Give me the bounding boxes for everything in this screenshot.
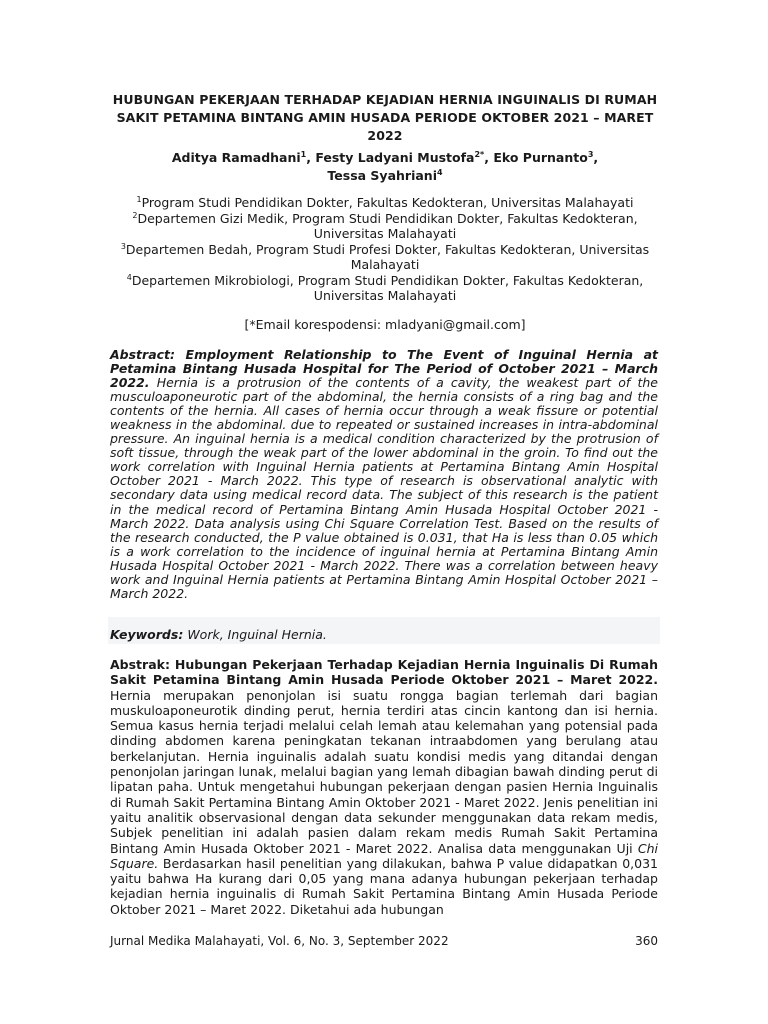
- english-abstract-heading: Abstract: Employment Relationship to The Event of Inguinal Hernia at Petamina Bintang Husada Hospital for The Period of October 2021 – March 2022.: [110, 347, 658, 391]
- author-separator: ,: [593, 150, 599, 165]
- author-affiliation-marker: 1: [300, 149, 307, 159]
- article-title: HUBUNGAN PEKERJAAN TERHADAP KEJADIAN HERNIA INGUINALIS DI RUMAH SAKIT PETAMINA BINTANG AMIN HUSADA PERIODE OKTOBER 2021 – MARET 2022: [112, 92, 658, 143]
- affiliation-marker: 4: [126, 272, 132, 282]
- author-separator: ,: [306, 150, 316, 165]
- affiliation-item: [110, 195, 660, 211]
- author-affiliation-marker: 4: [437, 167, 443, 177]
- footer-page-number: 360: [635, 934, 658, 948]
- author-affiliation-marker: 3: [587, 149, 594, 159]
- keywords-label: Keywords:: [110, 627, 184, 642]
- keywords-text: Work, Inguinal Hernia.: [187, 627, 327, 642]
- author-name: Tessa Syahriani: [327, 168, 437, 183]
- affiliation-item: [110, 273, 660, 304]
- affiliation-text: Departemen Mikrobiologi, Program Studi Pendidikan Dokter, Fakultas Kedokteran, Universitas Malahayati: [131, 272, 644, 303]
- keywords-line: [110, 627, 658, 643]
- chi-square-term: Chi Square.: [110, 840, 658, 871]
- footer-journal-citation: Jurnal Medika Malahayati, Vol. 6, No. 3, September 2022: [110, 934, 449, 948]
- author-name: Aditya Ramadhani: [171, 150, 301, 165]
- indonesian-abstract-body-continued: Berdasarkan hasil penelitian yang dilakukan, bahwa P value didapatkan 0,031 yaitu bahwa Ha kurang dari 0,05 yang mana adanya hubungan pekerjaan terhadap kejadian hernia inguinalis di Rumah Sakit Pertamina Bintang Amin Husada Periode Oktober 2021 – Maret 2022. Diketahui ada hubungan: [110, 855, 658, 917]
- indonesian-abstract-body: Hernia merupakan penonjolan isi suatu rongga bagian terlemah dari bagian muskuloaponeurotik dinding perut, hernia terdiri atas cincin kantong dan isi hernia. Semua kasus hernia terjadi melalui celah lemah atau kelemahan yang potensial pada dinding abdomen karena peningkatan tekanan intraabdomen yang berulang atau berkelanjutan. Hernia inguinalis adalah suatu kondisi medis yang ditandai dengan penonjolan jaringan lunak, melalui bagian yang lemah dibagian bawah dinding perut di lipatan paha. Untuk mengetahui hubungan pekerjaan dengan pasien Hernia Inguinalis di Rumah Sakit Pertamina Bintang Amin Oktober 2021 - Maret 2022. Jenis penelitian ini yaitu analitik observasional dengan data sekunder menggunakan data rekam medis, Subjek penelitian ini adalah pasien dalam rekam medis Rumah Sakit Pertamina Bintang Amin Husada Oktober 2021 - Maret 2022. Analisa data menggunakan Uji: [110, 687, 658, 856]
- affiliation-text: Departemen Gizi Medik, Program Studi Pendidikan Dokter, Fakultas Kedokteran, Universitas Malahayati: [137, 210, 638, 241]
- indonesian-abstract-heading: Abstrak: Hubungan Pekerjaan Terhadap Kejadian Hernia Inguinalis Di Rumah Sakit Petamina Bintang Amin Husada Periode Oktober 2021 – Maret 2022.: [110, 657, 658, 688]
- affiliation-item: [110, 242, 660, 273]
- affiliation-list: [110, 195, 660, 304]
- indonesian-abstract: [110, 657, 658, 917]
- author-name: Festy Ladyani Mustofa: [315, 150, 475, 165]
- english-abstract: [110, 348, 658, 601]
- author-separator: ,: [484, 150, 494, 165]
- affiliation-text: Departemen Bedah, Program Studi Profesi Dokter, Fakultas Kedokteran, Universitas Malahayati: [125, 241, 650, 272]
- correspondence-email: [*Email korespodensi: mladyani@gmail.com]: [244, 317, 526, 332]
- affiliation-marker: 2: [132, 210, 138, 220]
- affiliation-text: Program Studi Pendidikan Dokter, Fakultas Kedokteran, Universitas Malahayati: [141, 195, 634, 210]
- affiliation-marker: 1: [136, 194, 142, 204]
- author-name: Eko Purnanto: [493, 150, 588, 165]
- affiliation-marker: 3: [120, 241, 126, 251]
- author-affiliation-marker: 2*: [474, 149, 485, 159]
- english-abstract-body: Hernia is a protrusion of the contents of a cavity, the weakest part of the musculoaponeurotic part of the abdominal, the hernia consists of a ring bag and the contents of the hernia. All cases of hernia occur through a weak fissure or potential weakness in the abdominal. due to repeated or sustained increases in intra-abdominal pressure. An inguinal hernia is a medical condition characterized by the protrusion of soft tissue, through the weak part of the lower abdominal in the groin. To find out the work correlation with Inguinal Hernia patients at Pertamina Bintang Amin Hospital October 2021 - March 2022. This type of research is observational analytic with secondary data using medical record data. The subject of this research is the patient in the medical record of Pertamina Bintang Amin Husada Hospital October 2021 - March 2022. Data analysis using Chi Square Correlation Test. Based on the results of the research conducted, the P value obtained is 0.031, that Ha is less than 0.05 which is a work correlation to the incidence of inguinal hernia at Pertamina Bintang Amin Husada Hospital October 2021 - March 2022. There was a correlation between heavy work and Inguinal Hernia patients at Pertamina Bintang Amin Hospital October 2021 – March 2022.: [110, 375, 658, 601]
- author-list: [110, 149, 660, 185]
- affiliation-item: [110, 211, 660, 242]
